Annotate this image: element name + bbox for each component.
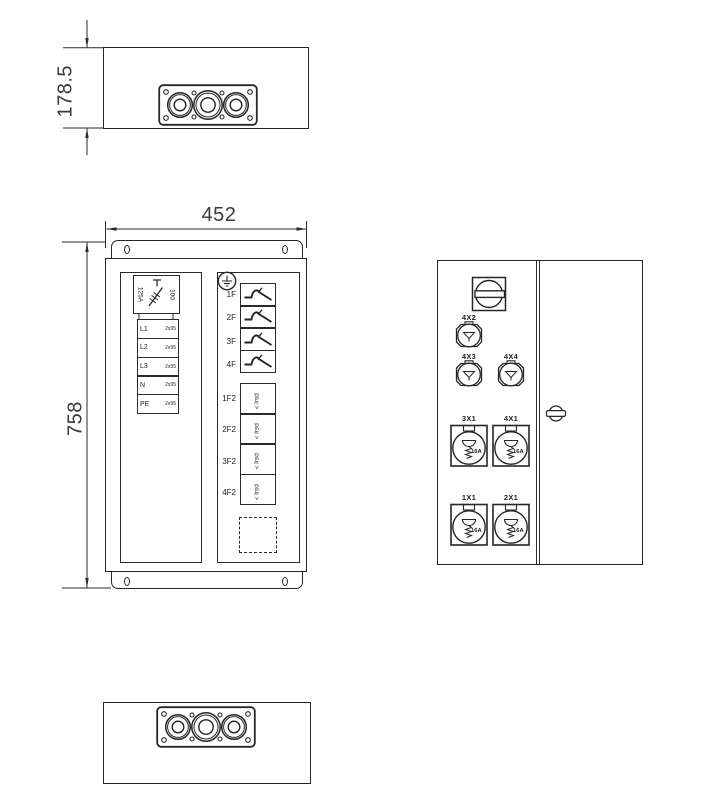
- rcd-chevron: <: [254, 496, 261, 501]
- cee-socket-icon: [492, 422, 530, 467]
- rcd-row: [240, 413, 276, 445]
- socket-label: 4X3: [461, 352, 477, 361]
- breaker-row: [240, 283, 276, 307]
- terminal-spec: 2x95: [165, 401, 176, 408]
- rcd-marking: Irsd: [253, 393, 261, 404]
- terminal-spec: 2x95: [165, 326, 176, 332]
- door-latch-icon: [545, 404, 567, 423]
- terminal-row: [137, 319, 179, 339]
- breaker-label: 2F: [226, 313, 236, 322]
- rcd-marking: Irsd: [253, 423, 261, 435]
- main-switch-frame-label: 100: [168, 289, 176, 300]
- rcd-chevron: <: [254, 435, 261, 440]
- socket-label: 1X1: [461, 493, 477, 502]
- terminal-label: L1: [140, 325, 148, 333]
- breaker-label: 4F: [226, 360, 236, 369]
- main-switch-rating-label: 125A: [136, 286, 144, 303]
- breaker-row: [240, 305, 276, 329]
- rcd-marking: Irsd: [253, 483, 261, 495]
- terminal-spec: 2x95: [165, 363, 176, 370]
- terminal-block: [137, 319, 179, 414]
- socket-label: 4X2: [461, 313, 477, 322]
- rcd-row: [240, 474, 276, 506]
- breaker-row: [240, 350, 276, 374]
- cee-socket-icon: [450, 422, 488, 467]
- terminal-row: [137, 357, 179, 377]
- breaker-column: [240, 283, 276, 373]
- schuko-socket-icon: [497, 360, 525, 389]
- terminal-spec: 2x95: [165, 382, 176, 389]
- rcd-column: [240, 383, 276, 505]
- socket-rating: 16A: [513, 528, 524, 534]
- cable-gland-plate-icon: [158, 84, 258, 126]
- rcd-marking: Irsd: [253, 453, 261, 465]
- dim-text-depth: 178.5: [54, 64, 77, 118]
- terminal-label: PE: [140, 400, 150, 408]
- socket-label: 4X4: [503, 352, 519, 361]
- cee-socket-icon: [492, 501, 530, 546]
- mounting-hole: [282, 245, 288, 254]
- main-switch-box: [133, 275, 180, 314]
- breaker-symbol-icon: [242, 284, 275, 305]
- socket-rating: 16A: [513, 449, 524, 455]
- socket-rating: 16A: [471, 528, 482, 534]
- rcd-chevron: <: [254, 405, 261, 410]
- reserved-space-box: [239, 517, 277, 553]
- mounting-hole: [282, 577, 288, 586]
- breaker-label: 1F: [226, 290, 236, 299]
- breaker-symbol-icon: [242, 306, 275, 327]
- schuko-socket-icon: [455, 321, 483, 350]
- rcd-label: 1F2: [222, 394, 236, 403]
- socket-label: 2X1: [503, 493, 519, 502]
- left-equipment-panel: [120, 272, 202, 563]
- door-divider: [536, 261, 540, 564]
- terminal-row: [137, 394, 179, 414]
- mounting-hole: [124, 577, 130, 586]
- breaker-label: 3F: [226, 337, 236, 346]
- dim-text-width: 452: [201, 204, 237, 226]
- breaker-symbol-icon: [242, 351, 275, 372]
- terminal-label: L3: [140, 363, 148, 371]
- schuko-socket-icon: [455, 360, 483, 389]
- cable-gland-plate-icon: [156, 706, 256, 748]
- rcd-row: [240, 383, 276, 415]
- terminal-spec: 2x95: [165, 344, 176, 351]
- terminal-label: N: [140, 381, 146, 389]
- socket-rating: 16A: [471, 449, 482, 455]
- socket-label: 3X1: [461, 414, 477, 423]
- socket-label: 4X1: [503, 414, 519, 423]
- terminal-row: [137, 375, 179, 395]
- rcd-chevron: <: [254, 466, 261, 470]
- rcd-label: 3F2: [222, 457, 236, 466]
- rcd-label: 4F2: [222, 488, 236, 497]
- mounting-flange-top: [111, 240, 303, 259]
- breaker-symbol-icon: [242, 329, 275, 350]
- disconnect-switch-icon: [147, 278, 167, 311]
- rcd-row: [240, 443, 276, 475]
- dim-text-height: 758: [64, 401, 87, 436]
- mounting-hole: [124, 245, 130, 254]
- rcd-label: 2F2: [222, 425, 236, 434]
- rotary-switch-icon: [471, 276, 507, 312]
- mounting-flange-bottom: [111, 572, 303, 589]
- cee-socket-icon: [450, 501, 488, 546]
- earth-symbol-icon: [217, 271, 237, 291]
- terminal-label: L2: [140, 344, 148, 352]
- breaker-row: [240, 327, 276, 351]
- terminal-row: [137, 338, 179, 358]
